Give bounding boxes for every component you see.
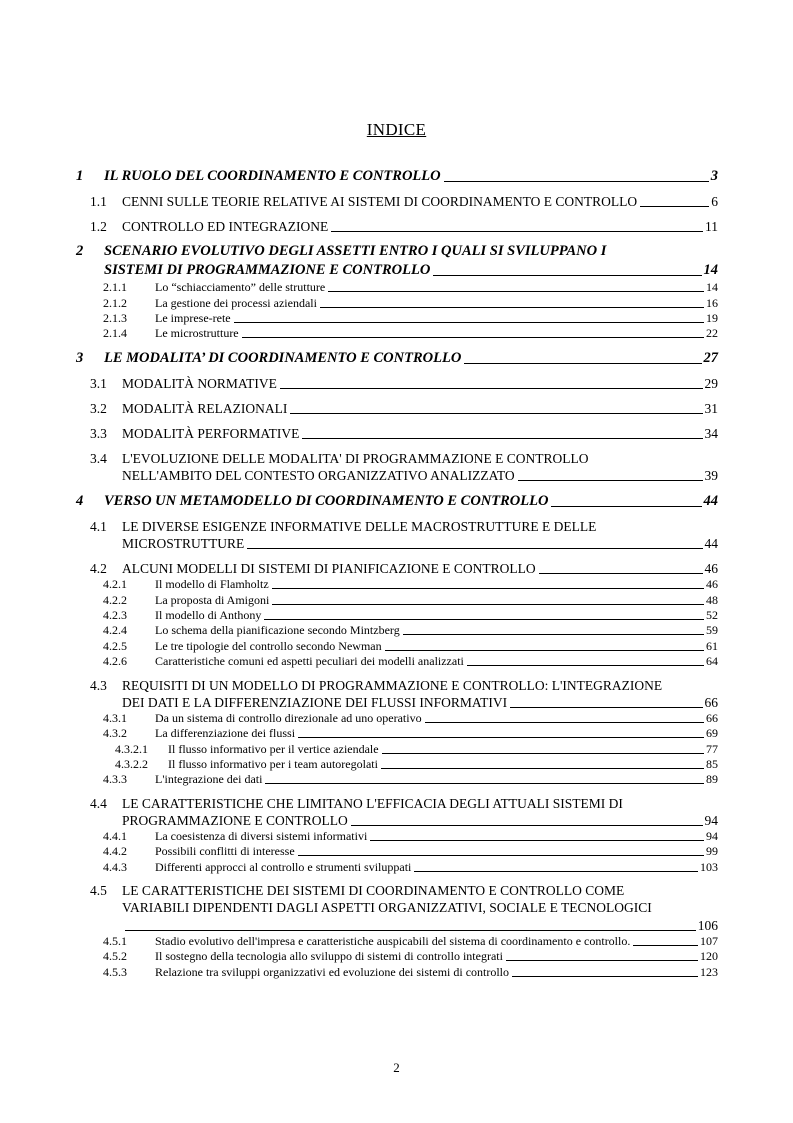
toc-leader-line <box>640 206 709 207</box>
toc-entry-title-line: L'EVOLUZIONE DELLE MODALITA' DI PROGRAMMAZIONE E CONTROLLO <box>122 451 589 466</box>
toc-entry-number: 4.1 <box>90 519 107 534</box>
toc-entry-title-line: VARIABILI DIPENDENTI DAGLI ASPETTI ORGANIZZATIVI, SOCIALE E TECNOLOGICI <box>122 900 652 915</box>
toc-entry-page: 44 <box>704 536 718 551</box>
toc-entry-number: 4.2.3 <box>103 608 127 622</box>
toc-entry-title: Lo “schiacciamento” delle strutture <box>155 280 326 294</box>
toc-leader-line <box>280 388 703 389</box>
toc-leader-line <box>381 768 704 769</box>
toc-leader-line <box>370 840 704 841</box>
toc-entry-title: Lo schema della pianificazione secondo Mintzberg <box>155 623 400 637</box>
toc-entry-page: 64 <box>706 654 718 668</box>
toc-entry-title-line: REQUISITI DI UN MODELLO DI PROGRAMMAZIONE E CONTROLLO: L'INTEGRAZIONE <box>122 678 663 693</box>
toc-entry-page: 34 <box>704 426 718 441</box>
toc-leader-line <box>272 588 704 589</box>
toc-leader-line <box>414 871 698 872</box>
toc-entry-title: ALCUNI MODELLI DI SISTEMI DI PIANIFICAZIONE E CONTROLLO <box>122 561 536 576</box>
toc-entry-page: 61 <box>706 639 718 653</box>
toc-entry-number: 3.1 <box>90 376 107 391</box>
toc-entry-title-line: LE CARATTERISTICHE DEI SISTEMI DI COORDINAMENTO E CONTROLLO COME <box>122 883 625 898</box>
toc-entry-number: 4.2.6 <box>103 654 127 668</box>
toc-leader-line <box>464 363 701 364</box>
toc-leader-line <box>247 548 702 549</box>
toc-entry-page: 29 <box>704 376 718 391</box>
toc-entry-page: 6 <box>711 194 718 209</box>
toc-leader-line <box>512 976 698 977</box>
toc-entry-number: 4.5.1 <box>103 934 127 948</box>
toc-leader-line <box>433 275 701 276</box>
toc-entry-number: 1.1 <box>90 194 107 209</box>
toc-entry-title: Il flusso informativo per i team autoregolati <box>168 757 378 771</box>
toc-entry-title: La gestione dei processi aziendali <box>155 296 317 310</box>
toc-entry-number: 4.5 <box>90 883 107 898</box>
toc-entry-number: 2.1.1 <box>103 280 127 294</box>
toc-entry-title: MODALITÀ RELAZIONALI <box>122 401 288 416</box>
toc-entry-title: Caratteristiche comuni ed aspetti peculiari dei modelli analizzati <box>155 654 464 668</box>
toc-entry-number: 4.4.2 <box>103 844 127 858</box>
toc-entry-number: 4.3.2.1 <box>115 742 148 756</box>
toc-entry-title-line: SCENARIO EVOLUTIVO DEGLI ASSETTI ENTRO I QUALI SI SVILUPPANO I <box>104 243 607 259</box>
toc-entry-number: 4.4.3 <box>103 860 127 874</box>
toc-leader-line <box>467 665 704 666</box>
toc-entry-number: 4.3.2.2 <box>115 757 148 771</box>
toc-entry-page: 66 <box>704 695 718 710</box>
toc-leader-line <box>264 619 704 620</box>
toc-entry-number: 4.2.2 <box>103 593 127 607</box>
toc-entry-number: 4.3 <box>90 678 107 693</box>
toc-entry-number: 4.4.1 <box>103 829 127 843</box>
toc-leader-line <box>403 634 704 635</box>
page-number: 2 <box>393 1060 400 1075</box>
toc-leader-line <box>242 337 704 338</box>
toc-leader-line <box>351 825 703 826</box>
toc-entry-title: Le tre tipologie del controllo secondo Newman <box>155 639 382 653</box>
toc-entry-page: 94 <box>704 813 718 828</box>
toc-entry-page: 31 <box>704 401 718 416</box>
toc-entry-number: 2.1.2 <box>103 296 127 310</box>
toc-entry-number: 1 <box>76 168 84 184</box>
toc-entry-page: 103 <box>700 860 718 874</box>
toc-entry-number: 4 <box>76 493 84 509</box>
toc-entry-number: 3 <box>76 350 84 366</box>
toc-entry-title: LE MODALITA’ DI COORDINAMENTO E CONTROLLO <box>104 350 462 366</box>
toc-entry-title: Le imprese-rete <box>155 311 231 325</box>
toc-entry-page: 120 <box>700 949 718 963</box>
toc-entry-page: 19 <box>706 311 718 325</box>
toc-entry-number: 4.4 <box>90 796 107 811</box>
toc-entry-number: 2.1.4 <box>103 326 127 340</box>
toc-entry-title: NELL'AMBITO DEL CONTESTO ORGANIZZATIVO ANALIZZATO <box>122 468 515 483</box>
toc-entry-page: 94 <box>706 829 718 843</box>
toc-entry-page: 46 <box>704 561 718 576</box>
toc-entry-page: 106 <box>697 918 718 933</box>
toc-entry-page: 69 <box>706 726 718 740</box>
toc-entry-title: Possibili conflitti di interesse <box>155 844 295 858</box>
toc-entry-page: 66 <box>706 711 718 725</box>
toc-entry-number: 4.3.1 <box>103 711 127 725</box>
toc-leader-line <box>328 291 704 292</box>
toc-entry-title: DEI DATI E LA DIFFERENZIAZIONE DEI FLUSSI INFORMATIVI <box>122 695 508 710</box>
toc-entry-number: 4.3.3 <box>103 772 127 786</box>
toc-entry-number: 3.2 <box>90 401 107 416</box>
toc-entry-title: PROGRAMMAZIONE E CONTROLLO <box>122 813 348 828</box>
toc-leader-line <box>633 945 698 946</box>
toc-leader-line <box>290 413 702 414</box>
toc-entry-number: 4.2.5 <box>103 639 127 653</box>
toc-entry-number: 1.2 <box>90 219 107 234</box>
toc-leader-line <box>551 506 701 507</box>
toc-entry-title: Il flusso informativo per il vertice aziendale <box>168 742 379 756</box>
toc-entry-title: MODALITÀ PERFORMATIVE <box>122 426 300 441</box>
toc-entry-number: 4.5.3 <box>103 965 127 979</box>
toc-leader-line <box>298 855 704 856</box>
toc-entry-page: 44 <box>703 493 718 509</box>
toc-leader-line <box>382 753 704 754</box>
toc-entry-title: Il modello di Anthony <box>155 608 262 622</box>
toc-leader-line <box>298 737 704 738</box>
toc-entry-title: VERSO UN METAMODELLO DI COORDINAMENTO E CONTROLLO <box>104 493 549 509</box>
toc-entry-title: SISTEMI DI PROGRAMMAZIONE E CONTROLLO <box>104 262 431 278</box>
toc-leader-line <box>506 960 698 961</box>
toc-leader-line <box>539 573 703 574</box>
toc-entry-page: 11 <box>705 219 718 234</box>
toc-entry-page: 22 <box>706 326 718 340</box>
toc-entry-page: 3 <box>710 168 718 184</box>
toc-entry-number: 2.1.3 <box>103 311 127 325</box>
toc-entry-number: 4.3.2 <box>103 726 127 740</box>
toc-leader-line <box>272 604 704 605</box>
toc-leader-line <box>518 480 703 481</box>
toc-entry-number: 4.5.2 <box>103 949 127 963</box>
toc-entry-title-line: LE DIVERSE ESIGENZE INFORMATIVE DELLE MACROSTRUTTURE E DELLE <box>122 519 597 534</box>
toc-entry-page: 89 <box>706 772 718 786</box>
toc-entry-title: La differenziazione dei flussi <box>155 726 296 740</box>
toc-leader-line <box>425 722 704 723</box>
toc-entry-title: La coesistenza di diversi sistemi informativi <box>155 829 368 843</box>
toc-leader-line <box>331 231 703 232</box>
toc-entry-page: 14 <box>703 262 718 278</box>
toc-entry-number: 3.4 <box>90 451 107 466</box>
toc-entry-page: 39 <box>704 468 718 483</box>
toc-entry-page: 46 <box>706 577 718 591</box>
toc-leader-line <box>265 783 704 784</box>
toc-leader-line <box>125 930 696 931</box>
toc-entry-page: 77 <box>706 742 718 756</box>
toc-entry-page: 59 <box>706 623 718 637</box>
toc-entry-title: Il modello di Flamholtz <box>155 577 269 591</box>
index-title: INDICE <box>366 120 427 139</box>
toc-entry-title: CONTROLLO ED INTEGRAZIONE <box>122 219 329 234</box>
toc-leader-line <box>234 322 704 323</box>
toc-leader-line <box>302 438 702 439</box>
toc-entry-title: La proposta di Amigoni <box>155 593 270 607</box>
toc-entry-page: 107 <box>700 934 718 948</box>
toc-entry-page: 16 <box>706 296 718 310</box>
toc-leader-line <box>444 181 709 182</box>
toc-entry-title: Le microstrutture <box>155 326 239 340</box>
toc-entry-number: 4.2.4 <box>103 623 127 637</box>
toc-leader-line <box>320 307 704 308</box>
toc-leader-line <box>385 650 704 651</box>
toc-entry-title: IL RUOLO DEL COORDINAMENTO E CONTROLLO <box>104 168 441 184</box>
toc-entry-page: 123 <box>700 965 718 979</box>
toc-entry-title: L'integrazione dei dati <box>155 772 263 786</box>
toc-entry-number: 4.2.1 <box>103 577 127 591</box>
toc-entry-page: 99 <box>706 844 718 858</box>
toc-entry-title: CENNI SULLE TEORIE RELATIVE AI SISTEMI DI COORDINAMENTO E CONTROLLO <box>122 194 638 209</box>
toc-entry-page: 48 <box>706 593 718 607</box>
toc-entry-title: Il sostegno della tecnologia allo sviluppo di sistemi di controllo integrati <box>155 949 503 963</box>
toc-entry-page: 52 <box>706 608 718 622</box>
toc-entry-page: 85 <box>706 757 718 771</box>
toc-entry-title: Differenti approcci al controllo e strumenti sviluppati <box>155 860 412 874</box>
toc-entry-number: 4.2 <box>90 561 107 576</box>
toc-entry-title-line: LE CARATTERISTICHE CHE LIMITANO L'EFFICACIA DEGLI ATTUALI SISTEMI DI <box>122 796 623 811</box>
toc-leader-line <box>510 707 702 708</box>
toc-entry-title: MICROSTRUTTURE <box>122 536 245 551</box>
toc-entry-title: MODALITÀ NORMATIVE <box>122 376 277 391</box>
toc-entry-page: 14 <box>706 280 718 294</box>
toc-entry-page: 27 <box>703 350 718 366</box>
toc-entry-title: Da un sistema di controllo direzionale ad uno operativo <box>155 711 422 725</box>
toc-entry-title: Relazione tra sviluppi organizzativi ed evoluzione dei sistemi di controllo <box>155 965 510 979</box>
toc-entry-number: 2 <box>76 243 84 259</box>
toc-entry-number: 3.3 <box>90 426 107 441</box>
toc-entry-title: Stadio evolutivo dell'impresa e caratteristiche auspicabili del sistema di coordinamento e controllo. <box>155 934 631 948</box>
